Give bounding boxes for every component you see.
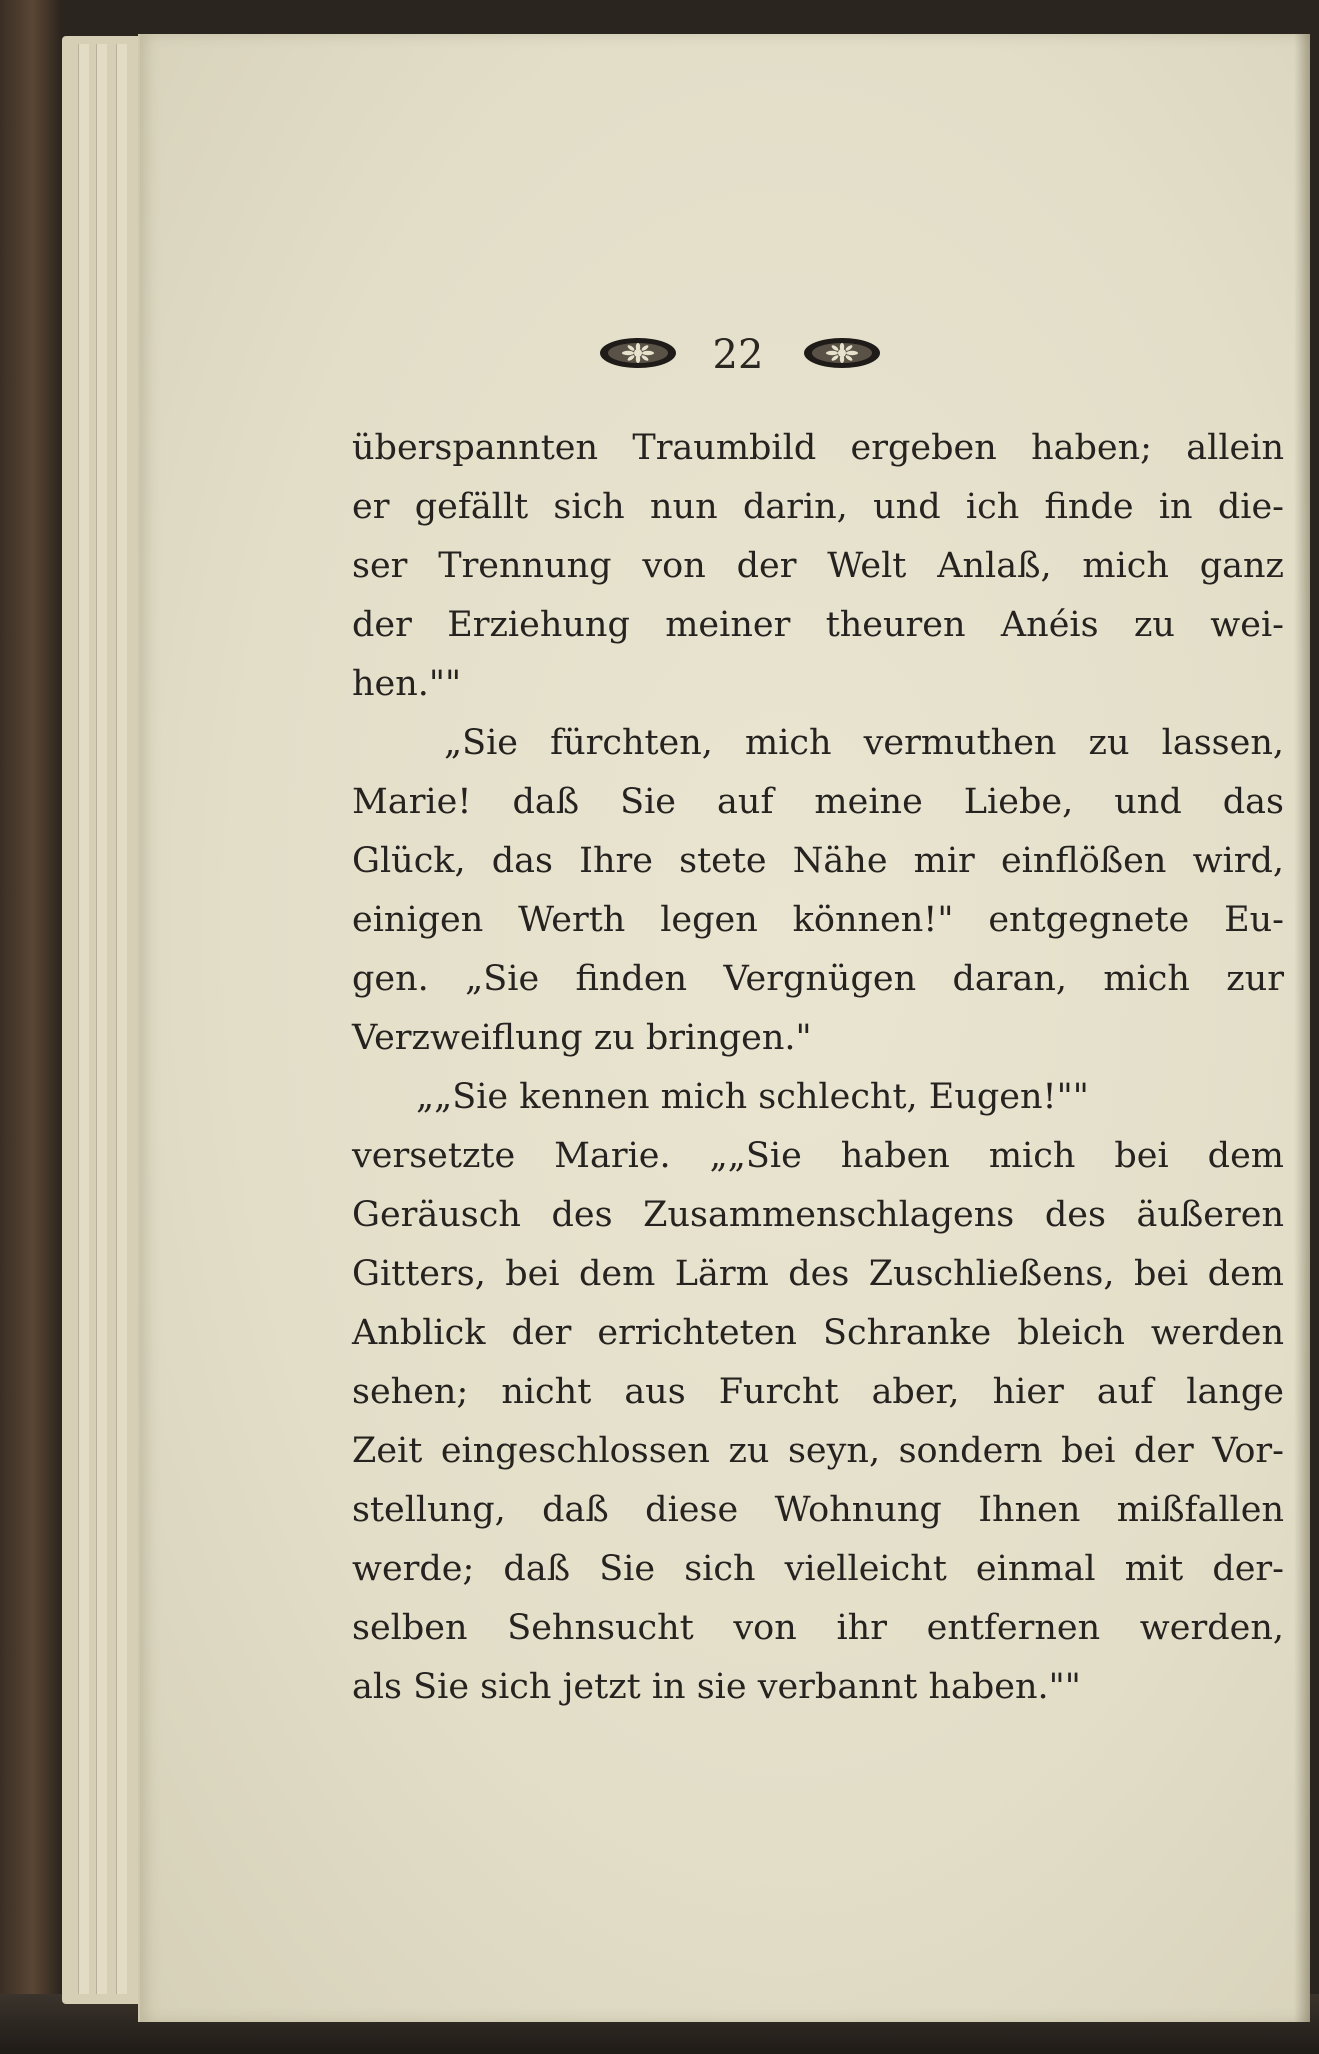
text-line: er gefällt sich nun darin, und ich finde in die- <box>352 487 1284 527</box>
book-page <box>138 34 1310 2022</box>
text-line: ser Trennung von der Welt Anlaß, mich ganz <box>352 546 1284 586</box>
body-text <box>352 419 1284 1717</box>
text-line: Zeit eingeschlossen zu seyn, sondern bei der Vor- <box>352 1431 1284 1471</box>
text-line: der Erziehung meiner theuren Anéis zu wei- <box>352 605 1284 645</box>
rosette-ornament-left-icon <box>598 336 678 370</box>
leaf-edge <box>116 44 127 1994</box>
text-line: Geräusch des Zusammenschlagens des äußeren <box>352 1195 1284 1235</box>
leaf-edge <box>96 44 107 1994</box>
book-cover-edge <box>0 0 60 2054</box>
text-line: Marie! daß Sie auf meine Liebe, und das <box>352 782 1284 822</box>
text-line: werde; daß Sie sich vielleicht einmal mit der- <box>352 1549 1284 1589</box>
text-line: versetzte Marie. „„Sie haben mich bei dem <box>352 1136 1284 1176</box>
text-line: überspannten Traumbild ergeben haben; allein <box>352 428 1284 468</box>
text-line: Gitters, bei dem Lärm des Zuschließens, bei dem <box>352 1254 1284 1294</box>
text-line: gen. „Sie finden Vergnügen daran, mich zur <box>352 959 1284 999</box>
text-line: sehen; nicht aus Furcht aber, hier auf lange <box>352 1372 1284 1412</box>
text-line: selben Sehnsucht von ihr entfernen werden, <box>352 1608 1284 1648</box>
text-line: als Sie sich jetzt in sie verbannt haben."" <box>352 1667 1081 1707</box>
text-line: Verzweiflung zu bringen." <box>352 1018 812 1058</box>
page-number: 22 <box>712 332 764 378</box>
text-line: hen."" <box>352 664 462 704</box>
text-line: Anblick der errichteten Schranke bleich werden <box>352 1313 1284 1353</box>
text-line: „„Sie kennen mich schlecht, Eugen!"" <box>416 1077 1089 1117</box>
text-line: stellung, daß diese Wohnung Ihnen mißfallen <box>352 1490 1284 1530</box>
text-line: Glück, das Ihre stete Nähe mir einflößen wird, <box>352 841 1284 881</box>
page-header <box>140 324 1310 384</box>
rosette-ornament-right-icon <box>802 336 882 370</box>
text-line: einigen Werth legen können!" entgegnete Eu- <box>352 900 1284 940</box>
leaf-edge <box>78 44 89 1994</box>
text-line: „Sie fürchten, mich vermuthen zu lassen, <box>444 723 1284 763</box>
